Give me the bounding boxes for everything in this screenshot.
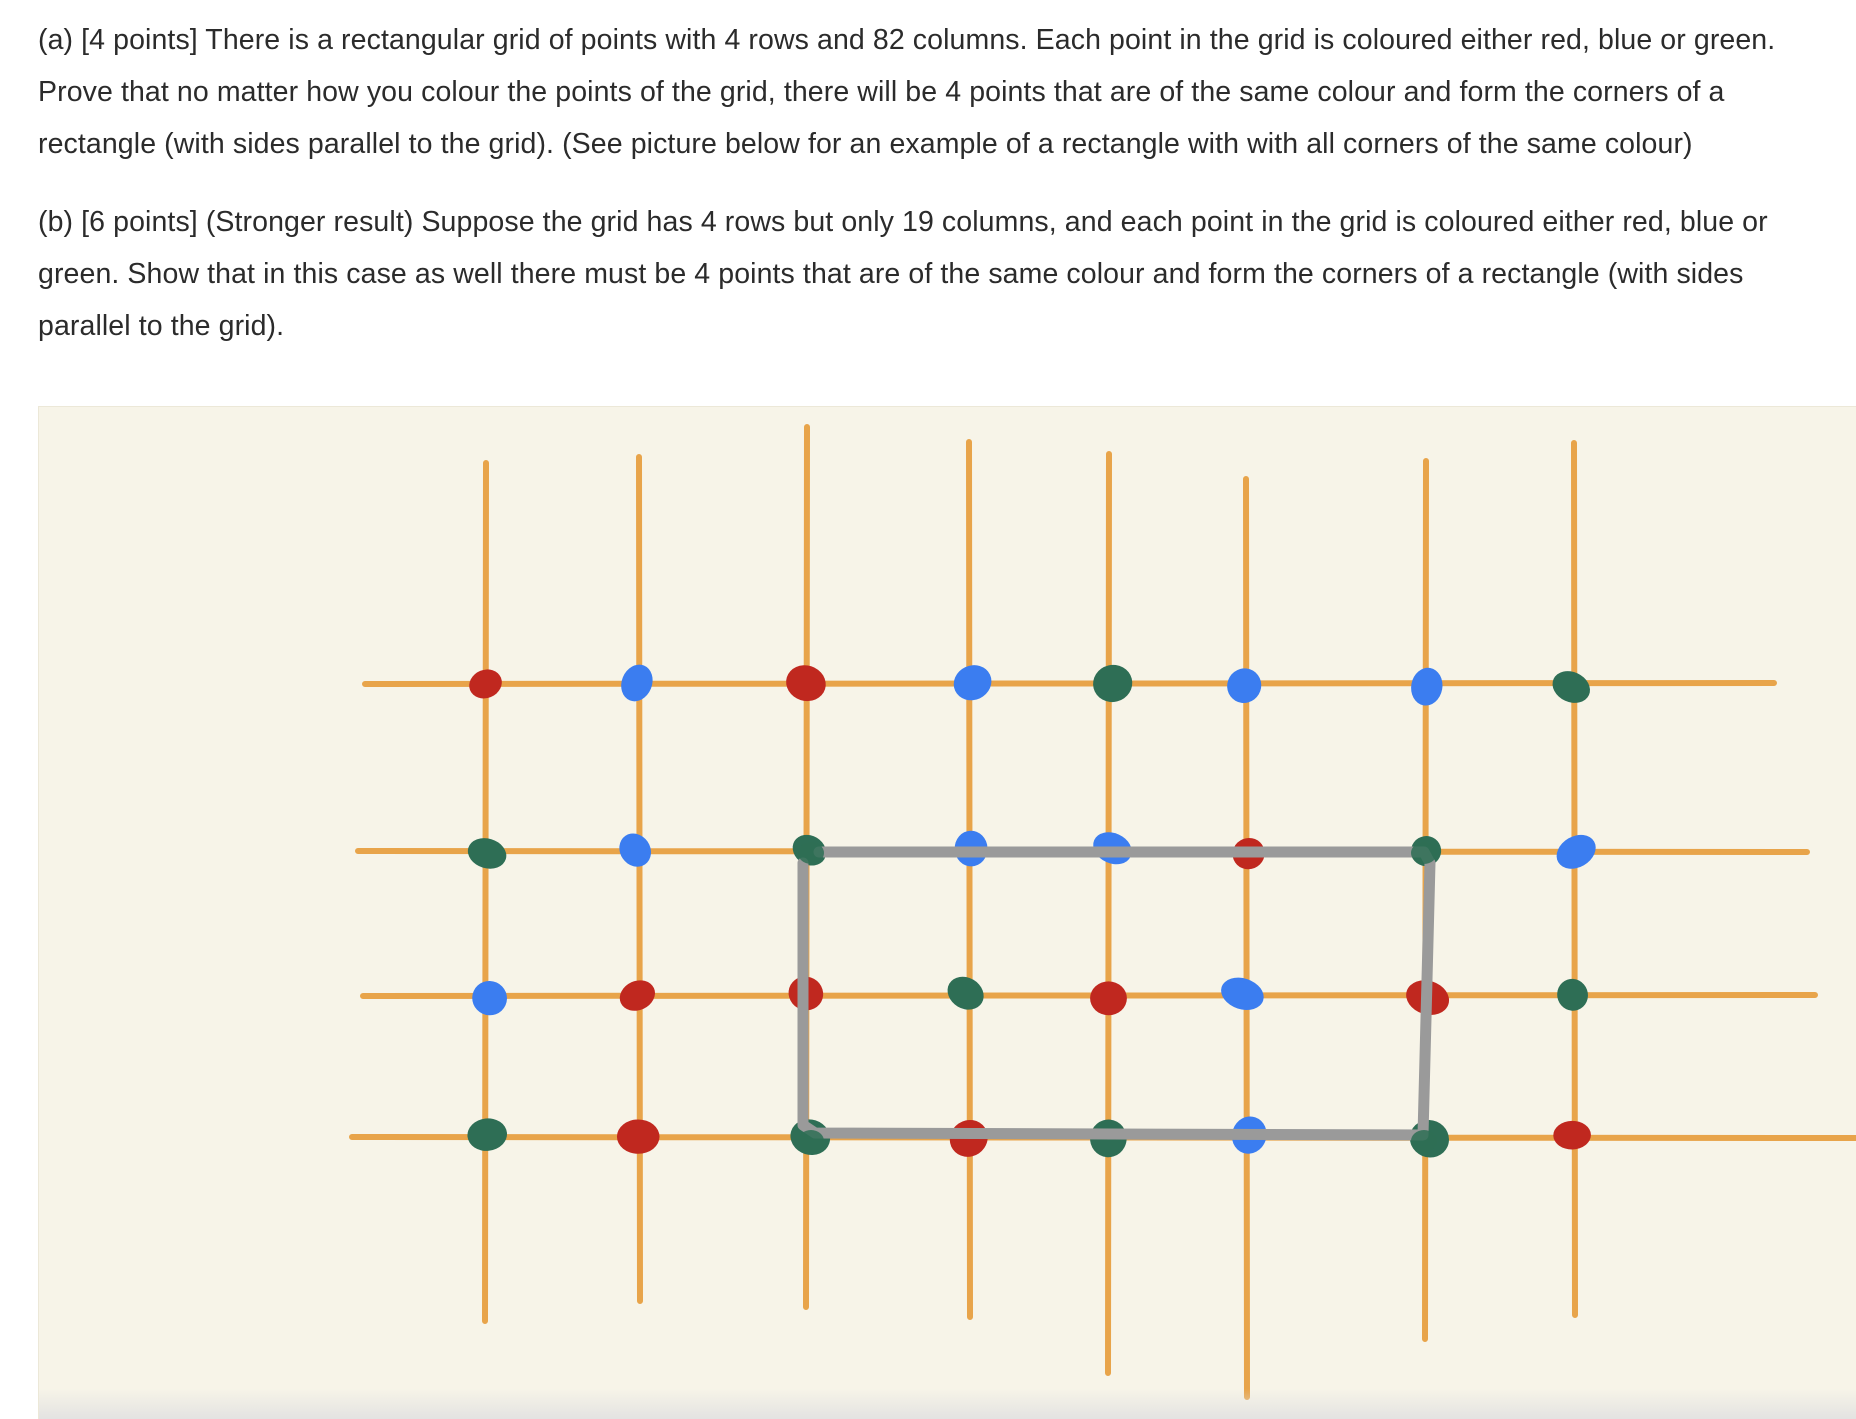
figure-bottom-fade [39,1389,1856,1419]
grid-point-green [1553,975,1593,1015]
grid-point-red [782,660,831,706]
grid-column-line [485,463,486,1321]
grid-point-red [465,665,507,704]
grid-point-red [1090,981,1127,1015]
grid-point-blue [613,827,657,873]
problem-part-a: (a) [4 points] There is a rectangular grid of points with 4 rows and 82 columns. Each point in the grid is coloured either red, blue or green. Prove that no matter how you colour the points of the grid, there will be 4 points that are of the same colour and form the corners of a rectangle (with sides parallel to the grid). (See picture below for an example of a rectangle with with all corners of the same colour) [38,24,1776,160]
grid-column-line [1246,479,1247,1397]
grid-column-line [1108,454,1109,1373]
grid-column-line [1574,443,1575,1315]
grid-point-green [942,970,990,1016]
grid-point-red [617,1119,660,1153]
grid-point-green [1089,661,1136,707]
grid-point-green [466,1116,509,1152]
grid-column-line [639,457,640,1301]
rectangle-corner-point [1411,1130,1437,1152]
grid-row-line [363,995,1815,996]
grid-point-blue [467,975,513,1021]
problem-part-b: (b) [6 points] (Stronger result) Suppose the grid has 4 rows but only 19 columns, and each point in the grid is coloured either red, blue or green. Show that in this case as well there must be 4 points that are of the same colour and form the corners of a rectangle (with sides parallel to the grid). [38,206,1768,342]
grid-point-blue [616,660,658,706]
grid-point-blue [948,659,997,706]
grid-figure [38,406,1856,1419]
rectangle-corner-point [1411,842,1437,864]
grid-point-green [1547,665,1595,709]
grid-point-blue [1408,665,1445,708]
grid-point-red [615,975,660,1017]
grid-point-red [1553,1120,1591,1149]
grid-point-blue [1217,972,1268,1015]
grid-point-blue [1221,662,1268,709]
grid-point-green [464,834,510,874]
rectangle-corner-point [798,842,824,864]
grid-illustration [39,407,1856,1419]
rectangle-corner-point [798,1130,824,1152]
grid-column-line [969,442,970,1317]
